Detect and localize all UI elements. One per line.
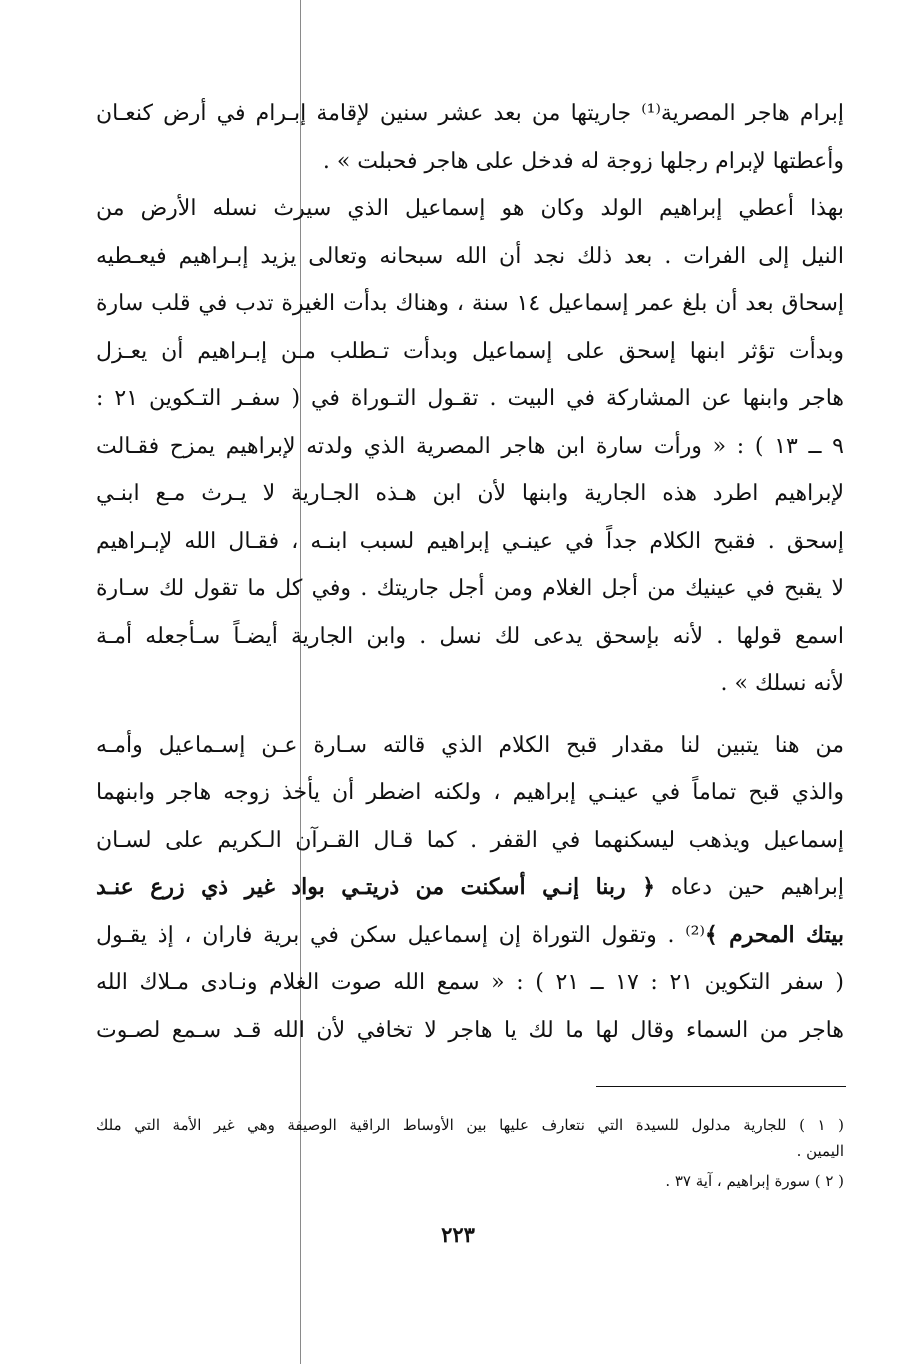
body-line-13: لأنه نسلك » . (720, 671, 844, 696)
page-body (96, 90, 844, 1054)
body-line-16: إسماعيل ويذهب ليسكنهما في القفر . كما قـال القـرآن الـكريم على لسـان (96, 827, 844, 853)
body-line-14: من هنا يتبين لنا مقدار قبح الكلام الذي قالته سـارة عـن إسـماعيل وأمـه (96, 732, 844, 758)
body-line-18 (96, 912, 844, 960)
body-line-15: والذي قبح تماماً في عينـي إبراهيم ، ولكنه اضطر أن يأخذ زوجه هاجر وابنهما (96, 780, 844, 805)
footnote-1: ( ١ ) للجارية مدلول للسيدة التي نتعارف عليها بين الأوساط الراقية الوصيفة وهي غير الأمة التي ملك (96, 1116, 844, 1134)
body-line-20: هاجر من السماء وقال لها ما لك يا هاجر لا تخافي لأن الله قـد سـمع لصـوت (96, 1017, 844, 1043)
footnote-1-continuation: اليمين . (796, 1142, 844, 1160)
quran-quote-part-2: بيتك المحرم ﴾ (704, 921, 844, 948)
body-line-5: إسحاق بعد أن بلغ عمر إسماعيل ١٤ سنة ، وهناك بدأت الغيرة تدب في قلب سارة (96, 291, 844, 316)
body-line-19: ( سفر التكوين ٢١ : ١٧ ــ ٢١ ) : « سمع الله صوت الغلام ونـادى مـلاك الله (96, 970, 844, 995)
body-line-3: بهذا أعطي إبراهيم الولد وكان هو إسماعيل الذي سيرث نسله الأرض من (96, 196, 844, 221)
quran-quote-part-1: ﴿ ربنا إنـي أسكنت من ذريتـي بواد غير ذي زرع عنـد (96, 874, 656, 900)
page-number: ٢٢٣ (441, 1222, 475, 1247)
body-line-11: لا يقبح في عينيك من أجل الغلام ومن أجل جاريتك . وفي كل ما تقول لك سـارة (96, 576, 844, 601)
body-line-7: هاجر وابنها عن المشاركة في البيت . تقـول التـوراة في ( سفـر التـكوين ٢١ : (96, 386, 844, 411)
body-line-8: ٩ ــ ١٣ ) : « ورأت سارة ابن هاجر المصرية الذي ولدته لإبراهيم يمزح فقـالت (96, 433, 844, 459)
body-line-1: إبرام هاجر المصرية⁽¹⁾ جاريتها من بعد عشر سنين لإقامة إبـرام في أرض كنعـان (96, 101, 844, 126)
body-line-17 (96, 864, 844, 912)
paragraph-gap (96, 708, 844, 722)
body-line-18-text: ⁽²⁾ . وتقول التوراة إن إسماعيل سكن في برية فاران ، إذ يقـول (96, 922, 705, 948)
body-line-17-text: إبراهيم حين دعاه (670, 875, 844, 900)
body-line-4: النيل إلى الفرات . بعد ذلك نجد أن الله سبحانه وتعالى يزيد إبـراهيم فيعـطيه (96, 243, 844, 269)
body-line-6: وبدأت تؤثر ابنها إسحق على إسماعيل وبدأت تـطلب مـن إبـراهيم أن يعـزل (96, 338, 844, 364)
footnote-separator (596, 1086, 846, 1087)
footnote-2: ( ٢ ) سورة إبراهيم ، آية ٣٧ . (665, 1172, 844, 1190)
body-line-12: اسمع قولها . لأنه بإسحق يدعى لك نسل . وابن الجارية أيضـاً سـأجعله أمـة (96, 623, 844, 649)
body-line-10: إسحق . فقبح الكلام جداً في عينـي إبراهيم لسبب ابنـه ، فقـال الله لإبـراهيم (96, 528, 844, 554)
body-line-9: لإبراهيم اطرد هذه الجارية وابنها لأن ابن هـذه الجـارية لا يـرث مـع ابنـي (96, 481, 844, 506)
body-line-2: وأعطتها لإبرام رجلها زوجة له فدخل على هاجر فحبلت » . (322, 148, 844, 174)
footnotes (96, 1112, 844, 1194)
